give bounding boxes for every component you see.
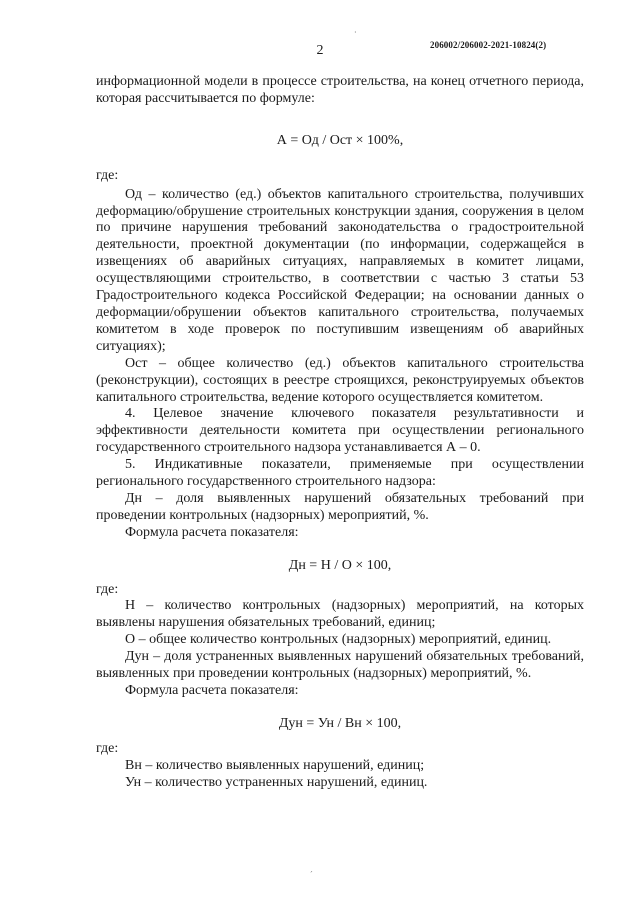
scan-mark: · xyxy=(354,28,357,37)
paragraph-intro: информационной модели в процессе строительства, на конец отчетного периода, которая рассчитывается по формуле: xyxy=(96,74,584,106)
where-label: где: xyxy=(96,740,119,756)
definition-o: О – общее количество контрольных (надзорных) мероприятий, единиц. xyxy=(125,632,552,648)
definition-dn: Дн – доля выявленных нарушений обязательных требований при проведении контрольных (надзорных) мероприятий, %. xyxy=(96,490,584,523)
formula-a: А = Од / Ост × 100%, xyxy=(276,132,404,148)
document-body xyxy=(96,72,584,792)
formula-label: Формула расчета показателя: xyxy=(125,683,299,698)
definition-ost: Ост – общее количество (ед.) объектов капитального строительства (реконструкции), состоящих в реестре строящихся, реконструируемых объектов капитального строительства, ведение которого осуществляется комитетом. xyxy=(96,355,584,405)
formula-dun: Дун = Ун / Вн × 100, xyxy=(278,715,402,731)
page-number: 2 xyxy=(316,43,324,58)
where-label: где: xyxy=(96,581,119,597)
definition-od: Од – количество (ед.) объектов капитального строительства, получивших деформацию/обрушение строительных конструкции здания, сооружения в целом по причине нарушения требований законодательства о градостроительной деятельности, проектной документации (по информации, содержащейся в извещениях об аварийных ситуациях, направляемых в комитет лицами, осуществляющими строительство, в соответствии с частью 3 статьи 53 Градостроительного кодекса Российской Федерации; на основании данных о деформации/обрушении объектов капитального строительства, получаемых комитетом в ходе проверок по поступившим извещениям об аварийных ситуациях); xyxy=(96,186,584,354)
paragraph-4: 4. Целевое значение ключевого показателя результативности и эффективности деятельности комитета при осуществлении регионального государственного строительного надзора устанавливается А – 0. xyxy=(96,406,584,456)
formula-label: Формула расчета показателя: xyxy=(125,524,299,540)
definition-vn: Вн – количество выявленных нарушений, единиц; xyxy=(125,757,425,773)
document-id: 206002/206002-2021-10824(2) xyxy=(430,40,547,50)
where-label: где: xyxy=(96,167,119,183)
definition-dun: Дун – доля устраненных выявленных нарушений обязательных требований, выявленных при проведении контрольных (надзорных) мероприятий, %. xyxy=(96,649,584,682)
scan-mark: ´ xyxy=(310,870,313,879)
formula-dn: Дн = Н / О × 100, xyxy=(288,557,392,573)
definition-n: Н – количество контрольных (надзорных) мероприятий, на которых выявлены нарушения обязательных требований, единиц; xyxy=(96,598,584,631)
paragraph-5: 5. Индикативные показатели, применяемые при осуществлении регионального государственного строительного надзора: xyxy=(96,457,584,490)
definition-un: Ун – количество устраненных нарушений, единиц. xyxy=(125,774,428,790)
